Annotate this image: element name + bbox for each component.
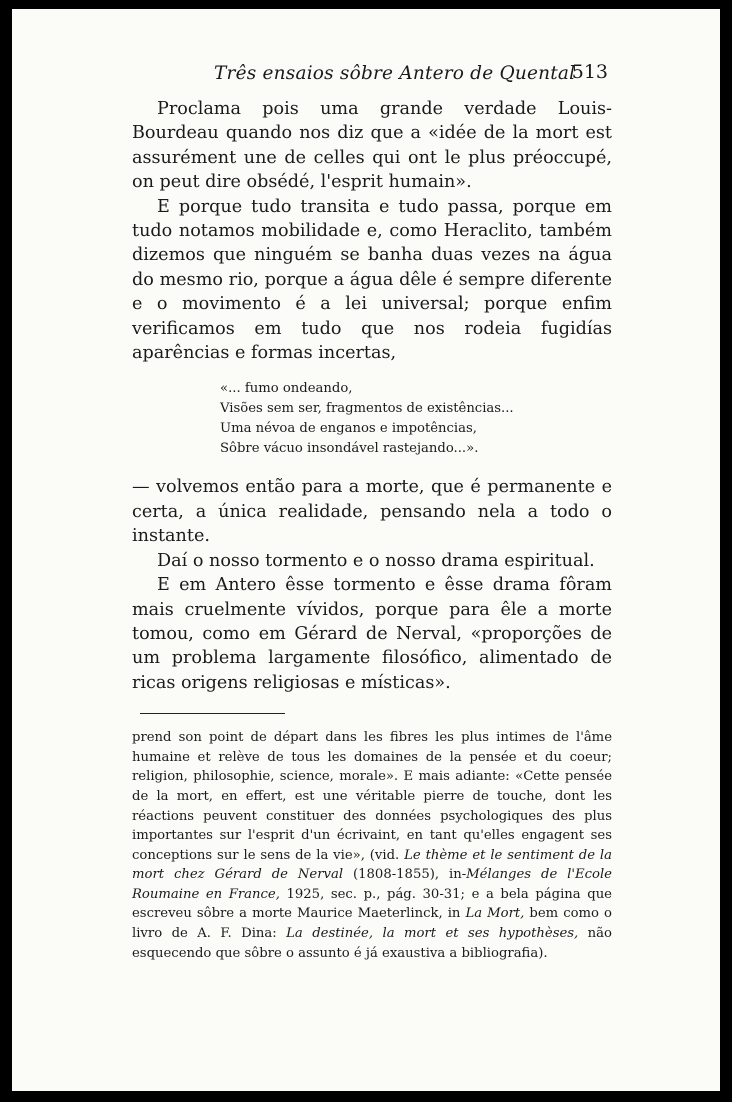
- running-header: [132, 63, 612, 97]
- verse-line-1: «... fumo ondeando,: [220, 381, 353, 397]
- paragraph-2: E porque tudo transita e tudo passa, porque em tudo notamos mobilidade e, como Heraclito, também dizemos que ninguém se banha duas vezes na água do mesmo rio, porque a água dêle é sempre diferente e o movimento é a lei universal; porque enfim verificamos em tudo que nos rodeia fugidías aparências e formas incertas,: [132, 196, 612, 364]
- footnote-text-5: não esquecendo que sôbre o assunto é já exaustiva a bibliografia).: [132, 926, 612, 961]
- verse-quote: [220, 379, 612, 459]
- paragraph-3: — volvemos então para a morte, que é permanente e certa, a única realidade, pensando nela a todo o instante.: [132, 477, 612, 547]
- paragraph-1: Proclama pois uma grande verdade Louis-Bourdeau quando nos diz que a «idée de la mort est assurément une de celles qui ont le plus préoccupé, on peut dire obsédé, l'esprit humain».: [132, 99, 612, 193]
- footnote-title-1: Le thème et le sentiment de la mort chez Gérard de Nerval: [132, 847, 612, 883]
- footnote-divider: [140, 713, 285, 714]
- paragraph-5: E em Antero êsse tormento e êsse drama fôram mais cruelmente vívidos, porque para êle a morte tomou, como em Gérard de Nerval, «proporções de um problema largamente filosófico, alimentado de ricas origens religiosas e místicas».: [132, 575, 612, 693]
- page-number: 513: [571, 61, 608, 83]
- footnote-title-2: Mélanges de l'Ecole Roumaine en France,: [132, 867, 612, 902]
- page-frame: [12, 9, 720, 1091]
- footnote-title-3: La Mort,: [465, 906, 525, 922]
- book-page: [132, 63, 612, 963]
- body-text: [132, 97, 612, 695]
- footnote-text-3: 1925, sec. p., pág. 30-31; e a bela página que escreveu sôbre a morte Maurice Maeterlinck, in: [132, 886, 612, 922]
- footnote-title-4: La destinée, la mort et ses hypothèses,: [286, 926, 579, 942]
- verse-line-3: Uma névoa de enganos e impotências,: [220, 421, 477, 437]
- verse-line-4: Sôbre vácuo insondável rastejando...».: [220, 441, 479, 457]
- paragraph-4: Daí o nosso tormento e o nosso drama espiritual.: [157, 550, 595, 571]
- footnote-text-4: bem como o livro de A. F. Dina:: [132, 906, 612, 942]
- footnote: [132, 728, 612, 963]
- footnote-text-1: prend son point de départ dans les fibres les plus intimes de l'âme humaine et relève de tous les domaines de la pensée et du coeur; religion, philosophie, science, morale». E mais adiante: «Cette pensée de la mort, en effert, est une véritable pierre de touche, dont les réactions peuvent constituer des données psychologiques des plus importantes sur l'esprit d'un écrivaint, en tant qu'elles engagent ses conceptions sur le sens de la vie», (vid.: [132, 730, 612, 863]
- verse-line-2: Visões sem ser, fragmentos de existências...: [220, 401, 514, 417]
- running-title: Três ensaios sôbre Antero de Quental: [214, 63, 576, 84]
- footnote-text-2: (1808-1855), in-: [343, 867, 467, 883]
